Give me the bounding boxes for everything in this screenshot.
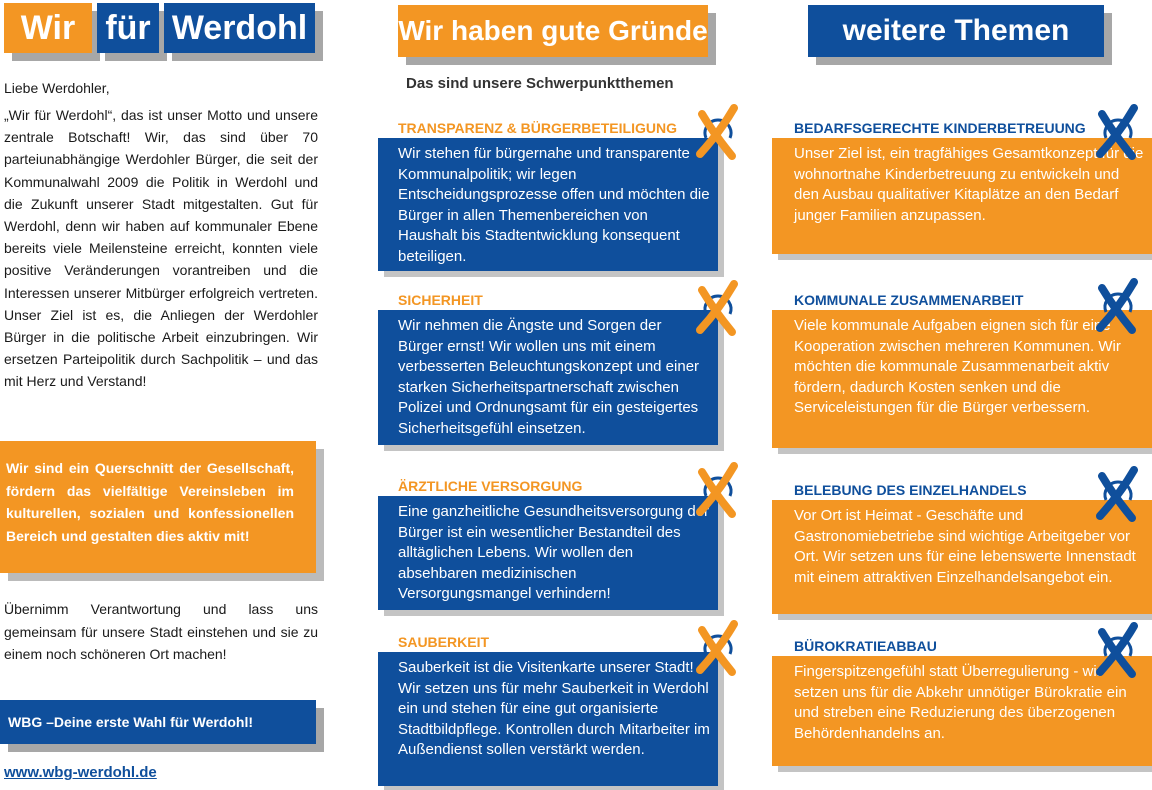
topic-text: Fingerspitzengefühl statt Überregulierung - wir setzen uns für die Abkehr unnötiger Bürokratie ein und streben eine Reduzierung des überzogenen Behördenhandelns an. xyxy=(772,656,1152,766)
logo-wir: Wir xyxy=(4,3,92,53)
topic-text: Wir nehmen die Ängste und Sorgen der Bürger ernst! Wir wollen uns mit einem verbesserten Beleuchtungskonzept und einer starken Sicherheitspartnerschaft zwischen Polizei und Ordnungsamt für ein gesteigertes Sicherheitsgefühl einsetzen. xyxy=(378,310,718,445)
community-callout: Wir sind ein Querschnitt der Gesellschaft, fördern das vielfältige Vereinsleben im kulturellen, sozialen und konfessionellen Bereich und gestalten dies aktiv mit! xyxy=(0,441,316,573)
topic-title: TRANSPARENZ & BÜRGERBETEILIGUNG xyxy=(398,120,677,136)
ballot-cross-icon xyxy=(694,462,740,518)
topic-aerztliche-versorgung xyxy=(378,476,718,610)
topic-sicherheit xyxy=(378,290,718,445)
middle-heading: Wir haben gute Gründe xyxy=(398,5,708,57)
right-heading: weitere Themen xyxy=(808,5,1104,57)
topic-text: Unser Ziel ist, ein tragfähiges Gesamtkonzept für die wohnortnahe Kinderbetreuung zu entwickeln und den Ausbau qualitativer Kitaplätze an den Bedarf junger Familien anzupassen. xyxy=(772,138,1152,254)
ballot-cross-icon xyxy=(694,104,740,160)
ballot-cross-icon xyxy=(1094,104,1140,160)
closing-text: Übernimm Verantwortung und lass uns gemeinsam für unsere Stadt einstehen und sie zu einem noch schöneren Ort machen! xyxy=(4,601,318,662)
topic-title: BEDARFSGERECHTE KINDERBETREUUNG xyxy=(794,120,1086,136)
intro-text: „Wir für Werdohl“, das ist unser Motto und unsere zentrale Botschaft! Wir, das sind über 70 parteiunabhängige Werdohler Bürger, die seit der Kommunalwahl 2009 die Politik in Werdohl und die Zukunft unserer Stadt mitgestalten. Gut für Werdohl, denn wir haben auf kommunaler Ebene bereits viele Meilensteine erreicht, konnten viele positive Veränderungen vorantreiben und die Interessen unserer Mitbürger erfolgreich vertreten. Unser Ziel ist es, die Anliegen der Werdohler Bürger in die politische Arbeit einzubringen. Wir ersetzen Parteipolitik durch Sachpolitik – und das mit Herz und Verstand! xyxy=(4,107,318,390)
topic-sauberkeit xyxy=(378,632,718,786)
ballot-cross-icon xyxy=(1094,278,1140,334)
middle-subtitle: Das sind unsere Schwerpunktthemen xyxy=(406,75,674,92)
logo-werdohl: Werdohl xyxy=(164,3,315,53)
topic-text: Eine ganzheitliche Gesundheitsversorgung der Bürger ist ein wesentlicher Bestandteil des alltäglichen Lebens. Wir wollen den absehbaren medizinischen Versorgungsmangel verhindern! xyxy=(378,496,718,610)
topic-text: Vor Ort ist Heimat - Geschäfte und Gastronomiebetriebe sind wichtige Arbeitgeber vor Ort. Wir setzen uns für eine lebenswerte Innenstadt mit einem attraktiven Einzelhandelsangebot ein. xyxy=(772,500,1152,614)
ballot-cross-icon xyxy=(1094,622,1140,678)
logo-fuer: für xyxy=(97,3,159,53)
topic-title: SICHERHEIT xyxy=(398,292,483,308)
topic-title: SAUBERKEIT xyxy=(398,634,490,650)
slogan-banner: WBG –Deine erste Wahl für Werdohl! xyxy=(0,700,316,744)
topic-text: Wir stehen für bürgernahe und transparente Kommunalpolitik; wir legen Entscheidungsprozesse offen und möchten die Bürger in allen Themenbereichen von Haushalt bis Stadtentwicklung konsequent beteiligen. xyxy=(378,138,718,271)
website-link[interactable]: www.wbg-werdohl.de xyxy=(4,764,157,781)
ballot-cross-icon xyxy=(1094,466,1140,522)
right-column xyxy=(772,0,1152,790)
topic-transparenz xyxy=(378,118,718,271)
topic-title: ÄRZTLICHE VERSORGUNG xyxy=(398,478,583,494)
middle-column xyxy=(378,0,718,790)
ballot-cross-icon xyxy=(694,280,740,336)
topic-title: BELEBUNG DES EINZELHANDELS xyxy=(794,482,1027,498)
topic-text: Viele kommunale Aufgaben eignen sich für eine Kooperation zwischen mehreren Kommunen. Wir möchten die kommunale Zusammenarbeit aktiv fördern, dadurch Kosten senken und die Serviceleistungen für die Bürger verbessern. xyxy=(772,310,1152,448)
topic-title: BÜROKRATIEABBAU xyxy=(794,638,937,654)
ballot-cross-icon xyxy=(694,620,740,676)
topic-title: KOMMUNALE ZUSAMMENARBEIT xyxy=(794,292,1024,308)
left-column xyxy=(0,0,330,790)
topic-text: Sauberkeit ist die Visitenkarte unserer Stadt! Wir setzen uns für mehr Sauberkeit in Werdohl ein und stehen für eine gut organisierte Stadtbildpflege. Kontrollen durch Mitarbeiter im Außendienst sollen verstärkt werden. xyxy=(378,652,718,786)
greeting: Liebe Werdohler, xyxy=(4,80,110,96)
